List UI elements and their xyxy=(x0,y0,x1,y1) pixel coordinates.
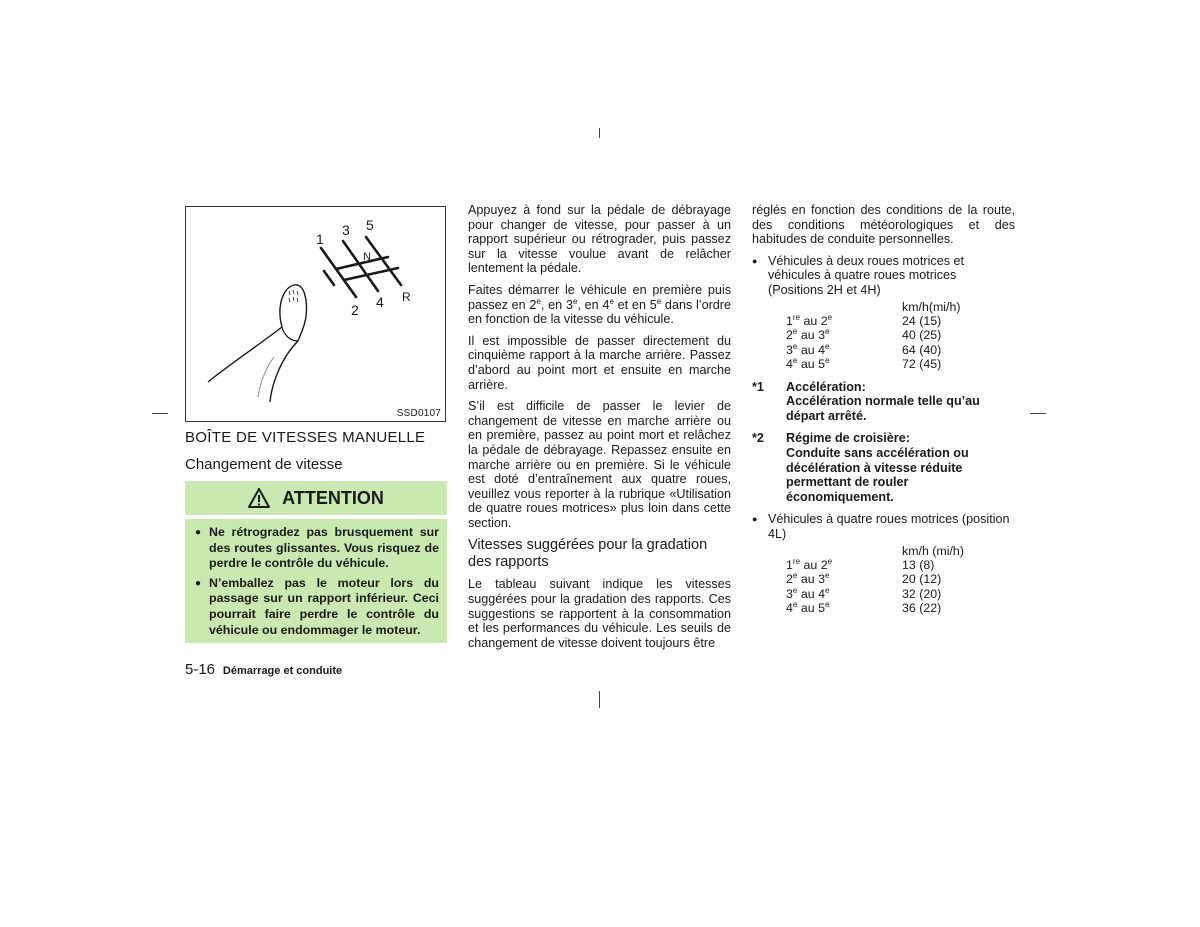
warning-item xyxy=(195,576,439,638)
gear-label-4: 4 xyxy=(376,294,384,310)
gear-label-5: 5 xyxy=(366,217,374,233)
footnote-title: Accélération: xyxy=(786,379,866,394)
paragraph: Faites démarrer le véhicule en première puis passez en 2e, en 3e, en 4e et en 5e dans l’ordre en fonction de la vitesse du véhicule. xyxy=(468,282,732,327)
attention-title: ATTENTION xyxy=(282,487,384,508)
list-item-text: Véhicules à quatre roues motrices (position 4L) xyxy=(768,512,1010,541)
table-row: 4e au 5e 36 (22) xyxy=(786,600,942,616)
warning-text: Ne rétrogradez pas brusquement sur des routes glissantes. Vous risquez de perdre le contrôle du véhicule. xyxy=(209,525,439,571)
table-row: 1re au 2e 13 (8) xyxy=(786,556,935,572)
footnote-key: *1 xyxy=(752,379,764,394)
paragraph: Appuyez à fond sur la pédale de débrayage pour changer de vitesse, pour passer à un rapport supérieur ou rétrograder, puis passez sur la vitesse voulue avant de relâcher lentement la pédale. xyxy=(468,203,731,276)
footnote-text: Accélération normale telle qu’au départ arrêté. xyxy=(786,394,980,423)
warning-triangle-icon xyxy=(248,488,270,508)
bullet-icon: ● xyxy=(752,255,758,266)
page-footer xyxy=(185,661,342,678)
bullet-icon: ● xyxy=(195,577,202,589)
list-item xyxy=(752,512,1015,541)
registration-mark-top xyxy=(599,128,600,138)
gear-label-3: 3 xyxy=(342,222,350,238)
footnote-text: Conduite sans accélération ou décélération à vitesse réduite permettant de rouler économiquement. xyxy=(786,445,969,504)
table-unit-header: km/h(mi/h) xyxy=(902,299,961,314)
figure-code: SSD0107 xyxy=(396,408,441,419)
list-item-text: Véhicules à deux roues motrices et véhicules à quatre roues motrices (Positions 2H et 4H) xyxy=(768,253,965,297)
table-row: 3e au 4e 32 (20) xyxy=(786,585,942,601)
subsection-title: Changement de vitesse xyxy=(185,456,343,473)
speed-table-2h-4h xyxy=(786,300,961,372)
attention-box xyxy=(185,519,447,643)
warning-text: N’emballez pas le moteur lors du passage sur un rapport inférieur. Ceci pourrait faire perdre le contrôle du véhicule ou endommager le moteur. xyxy=(209,575,439,637)
footnote-key: *2 xyxy=(752,431,764,446)
paragraph: Il est impossible de passer directement du cinquième rapport à la marche arrière. Passez d’abord au point mort et ensuite en marche arrière. xyxy=(468,333,731,392)
registration-mark-left xyxy=(152,413,168,414)
table-row: 4e au 5e 72 (45) xyxy=(786,356,942,372)
paragraph: réglés en fonction des conditions de la route, des conditions météorologiques et des habitudes de conduite personnelles. xyxy=(752,203,1015,247)
gear-label-2: 2 xyxy=(351,302,359,318)
chapter-title: Démarrage et conduite xyxy=(222,665,343,677)
bullet-icon: ● xyxy=(752,514,758,525)
column-heading: Vitesses suggérées pour la gradation des rapports xyxy=(468,537,708,571)
gear-label-1: 1 xyxy=(316,231,324,247)
table-row: 1re au 2e 24 (15) xyxy=(786,312,942,328)
table-row: 2e au 3e 40 (25) xyxy=(786,327,942,343)
gear-shift-illustration xyxy=(186,207,445,421)
gear-label-reverse: R xyxy=(402,290,411,304)
attention-header xyxy=(185,481,447,515)
text-column-middle xyxy=(468,203,731,657)
table-unit-header: km/h (mi/h) xyxy=(902,543,964,558)
footnote-2 xyxy=(752,431,1015,504)
footnote-title: Régime de croisière: xyxy=(786,431,910,446)
table-row: 2e au 3e 20 (12) xyxy=(786,571,942,587)
section-title: BOÎTE DE VITESSES MANUELLE xyxy=(185,429,426,446)
text-column-right xyxy=(752,203,1015,616)
gear-label-neutral: N xyxy=(363,251,371,263)
paragraph: Le tableau suivant indique les vitesses suggérées pour la gradation des rapports. Ces suggestions se rapportent à la consommation et les performances du véhicule. Les seuils de changement de vitesse doivent toujours être xyxy=(468,577,731,650)
table-row: 3e au 4e 64 (40) xyxy=(786,341,942,357)
warning-item xyxy=(195,525,439,572)
list-item xyxy=(752,254,1015,298)
registration-mark-bottom xyxy=(599,691,600,708)
paragraph: S’il est difficile de passer le levier de changement de vitesse en marche arrière ou en première, passez au point mort et relâchez la pédale de débrayage. Repassez ensuite en marche arrière ou en première. Si le véhicule est doté d’entraînement aux quatre roues, veuillez vous reporter à la rubrique «Utilisation de quatre roues motrices» plus loin dans cette section. xyxy=(468,399,731,530)
registration-mark-right xyxy=(1030,413,1046,414)
speed-table-4l xyxy=(786,544,964,616)
bullet-icon: ● xyxy=(195,527,202,538)
footnote-1 xyxy=(752,380,1015,424)
gear-shift-figure xyxy=(185,206,446,422)
page-number: 5-16 xyxy=(185,661,216,678)
